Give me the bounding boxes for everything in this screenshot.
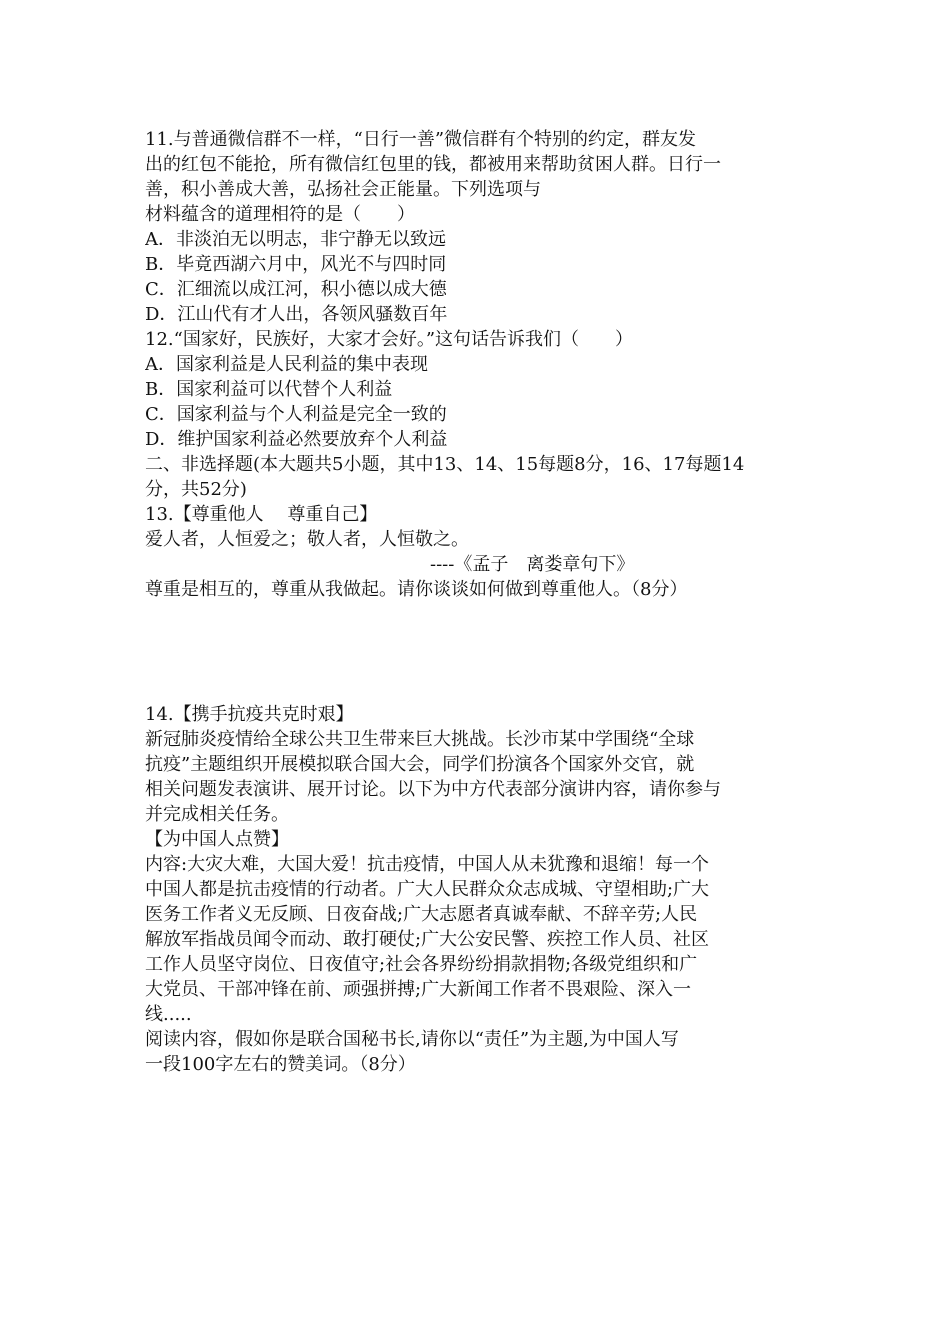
- answer-space: [145, 602, 810, 702]
- exam-page: [145, 127, 810, 1077]
- q13-task: 尊重是相互的，尊重从我做起。请你谈谈如何做到尊重他人。（8分）: [145, 579, 688, 600]
- question-14: [145, 702, 810, 1077]
- q11-stem-line: 善，积小善成大善，弘扬社会正能量。下列选项与: [145, 179, 541, 200]
- q13-title: 13.【尊重他人 尊重自己】: [145, 504, 378, 525]
- q14-content-line: 中国人都是抗击疫情的行动者。广大人民群众众志成城、守望相助;广大: [145, 879, 710, 900]
- question-11: [145, 127, 810, 327]
- q14-intro-line: 抗疫”主题组织开展模拟联合国大会，同学们扮演各个国家外交官，就: [145, 754, 695, 775]
- q14-task-line: 一段100字左右的赞美词。（8分）: [145, 1054, 416, 1075]
- q12-option-b: B．国家利益可以代替个人利益: [145, 379, 393, 400]
- q12-option-c: C．国家利益与个人利益是完全一致的: [145, 404, 447, 425]
- q14-content-line: 工作人员坚守岗位、日夜值守;社会各界纷纷捐款捐物;各级党组织和广: [145, 954, 698, 975]
- q14-content-line: 内容:大灾大难，大国大爱！抗击疫情，中国人从未犹豫和退缩！每一个: [145, 854, 710, 875]
- section-heading-line: 二、非选择题(本大题共5小题，其中13、14、15每题8分，16、17每题14: [145, 454, 745, 475]
- section-heading-line: 分，共52分): [145, 479, 247, 500]
- q14-content-line: 医务工作者义无反顾、日夜奋战;广大志愿者真诚奉献、不辞辛劳;人民: [145, 904, 698, 925]
- q12-stem: 12.“国家好，民族好，大家才会好。”这句话告诉我们（ ）: [145, 329, 634, 350]
- q14-intro-line: 相关问题发表演讲、展开讨论。以下为中方代表部分演讲内容，请你参与: [145, 779, 721, 800]
- question-12: [145, 327, 810, 452]
- q14-subtitle: 【为中国人点赞】: [145, 829, 289, 850]
- q11-option-b: B．毕竟西湖六月中，风光不与四时同: [145, 254, 447, 275]
- q14-title: 14.【携手抗疫共克时艰】: [145, 704, 354, 725]
- q11-stem-line: 出的红包不能抢，所有微信红包里的钱，都被用来帮助贫困人群。日行一: [145, 154, 721, 175]
- q12-option-a: A．国家利益是人民利益的集中表现: [145, 354, 428, 375]
- q11-stem-line: 11.与普通微信群不一样，“日行一善”微信群有个特别的约定，群友发: [145, 129, 697, 150]
- q14-content-line: 大党员、干部冲锋在前、顽强拼搏;广大新闻工作者不畏艰险、深入一: [145, 979, 692, 1000]
- question-13: [145, 502, 810, 602]
- q14-intro-line: 新冠肺炎疫情给全球公共卫生带来巨大挑战。长沙市某中学围绕“全球: [145, 729, 695, 750]
- q11-option-d: D．江山代有才人出，各领风骚数百年: [145, 304, 448, 325]
- section-2-heading: [145, 452, 810, 502]
- q11-option-c: C．汇细流以成江河，积小德以成大德: [145, 279, 447, 300]
- q12-option-d: D．维护国家利益必然要放弃个人利益: [145, 429, 448, 450]
- q11-stem-line: 材料蕴含的道理相符的是（ ）: [145, 204, 415, 225]
- q11-option-a: A．非淡泊无以明志，非宁静无以致远: [145, 229, 446, 250]
- q14-content-line: 解放军指战员闻令而动、敢打硬仗;广大公安民警、疾控工作人员、社区: [145, 929, 710, 950]
- q14-task-line: 阅读内容，假如你是联合国秘书长,请你以“责任”为主题,为中国人写: [145, 1029, 679, 1050]
- q13-quote-source: ----《孟子 离娄章句下》: [430, 554, 635, 575]
- q13-quote: 爱人者，人恒爱之；敬人者，人恒敬之。: [145, 529, 469, 550]
- q14-intro-line: 并完成相关任务。: [145, 804, 289, 825]
- q14-content-line: 线.....: [145, 1004, 192, 1025]
